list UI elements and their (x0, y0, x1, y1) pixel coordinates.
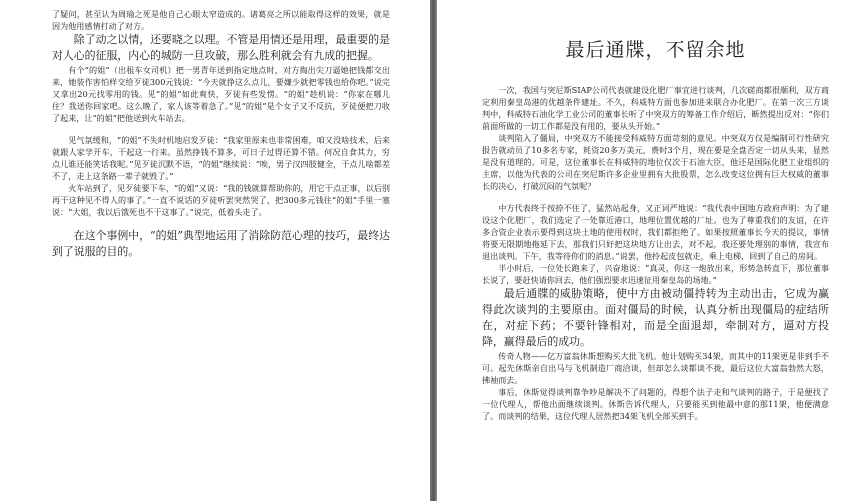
right-paragraph-3: 中方代表终于按捺不住了，猛然站起身，又正词严地说：“我代表中国地方政府声明：为了建设这个化肥厂，我们选定了一处靠近港口，地理位置优越的厂址。也为了尊重我们的友谊，在许多合资企业表示要得到这块土地的使用权时，我们都拒绝了。如果按照董事长今天的提议，事情将要无限期地拖延下去，那我们只好把这块地方让出去，对不起，我还要处理别的事情，我宣布退出谈判。下午，我等待你们的消息。”说罢，他拎起皮包就走，乘上电梯，回到了自己的房间。 (482, 203, 829, 261)
left-page (0, 0, 430, 501)
right-page (437, 0, 867, 501)
right-paragraph-4: 半小时后，一位处长跑来了，兴奋地说：“真灵，你这一炮放出来，形势急转直下，那位董事长说了，要赶快请你回去，他们强烈要求迅速征用秦皇岛的场地。” (482, 263, 829, 285)
right-paragraph-6: 传奇人物——亿万富翁休斯想购买大批飞机。他计划购买34架，而其中的11架更是非到手不可。起先休斯亲自出马与飞机制造厂商洽谈，但却怎么谈都谈不拢，最后这位大富翁勃然大怒，拂袖而去。 (482, 351, 829, 385)
left-paragraph-3: 有个“的姐”（出租车女司机）把一男青年送到指定地点时，对方掏出尖刀逼她把钱都交出来，她装作害怕样交给歹徒300元钱说：“今天就挣这么点儿，要嫌少就把零钱也给你吧。”说完又拿出20元找零用的钱。见“的姐”如此爽快，歹徒有些发愣。“的姐”趁机说：“你家在哪儿住？我送你回家吧。这么晚了，家人该等着急了。”见“的姐”是个女子又不反抗，歹徒便把刀收了起来，让“的姐”把他送到火车站去。 (52, 65, 390, 123)
section-title: 最后通牒，不留余地 (565, 39, 746, 61)
left-paragraph-4: 见气氛缓和，“的姐”不失时机地启发歹徒：“我家里原来也非常困难，咱又没啥技术，后来就跟人家学开车，干起这一行来。虽然挣钱不算多，可日子过得还算不错。何况自食其力，穷点儿谁还能笑话我呢。”见歹徒沉默不语，“的姐”继续说：“唉，男子汉四肢健全，干点儿啥都差不了，走上这条路一辈子就毁了。” (52, 135, 390, 181)
right-paragraph-2: 谈判陷入了僵局，中突双方不能接受科威特方面苛刻的意见。中突双方仅是编制可行性研究报告就动员了10多名专家，耗资20多万美元，费时3个月，现在要是全盘否定一切从头来，显然是没有道理的。可是，这位董事长在科威特的地位仅次于石油大臣，他还是国际化肥工业组织的主席，以他为代表的公司在突尼斯许多企业里拥有大批股票，怎么改变这位拥有巨大权威的董事长的决心，打破沉闷的气氛呢？ (482, 133, 829, 191)
right-paragraph-5: 最后通牒的威胁策略，使中方由被动僵持转为主动出击，它成为赢得此次谈判的主要原由。面对僵局的时候，认真分析出现僵局的症结所在，对症下药；不要针锋相对，而是全面退却，牵制对方，逼对方投降，赢得最后的成功。 (482, 287, 829, 348)
right-paragraph-7: 事后，休斯觉得谈判靠争吵是解决不了问题的，得想个法子走和气谈判的路子，于是便找了一位代理人，帮他出面继续谈判。休斯告诉代理人，只要能买到他最中意的那11架，他便满意了。而谈判的结果，这位代理人居然把34架飞机全部买到手。 (482, 387, 829, 421)
left-paragraph-6: 在这个事例中，“的姐”典型地运用了消除防范心理的技巧，最终达到了说服的目的。 (52, 229, 390, 258)
left-paragraph-5: 火车站到了，见歹徒要下车，“的姐”又说：“我的钱就算帮助你的，用它干点正事，以后别再干这种见不得人的事了。”一直不说话的歹徒听罢突然哭了，把300多元钱往“的姐”手里一塞说：“大姐，我以后饿死也不干这事了。”说完，低着头走了。 (52, 183, 390, 217)
page-gutter (430, 0, 437, 501)
left-paragraph-1: 了疑问，甚至认为周瑜之死是他自己心眼太窄造成的。诸葛亮之所以能取得这样的效果，就是因为他用感情打动了对方。 (52, 9, 390, 31)
left-paragraph-2: 除了动之以情，还要晓之以理。不管是用情还是用理，最重要的是对人心的征服，内心的城防一旦攻破，那么胜利就会有九成的把握。 (52, 33, 390, 62)
right-paragraph-1: 一次，我国与突尼斯SIAP公司代表就建设化肥厂事宜进行谈判，几次磋商都很顺利，双方商定利用秦皇岛港的优越条件建址。不久，科威特方面也参加进来联合办化肥厂。在第一次三方谈判中，科威特石油化学工业公司的董事长听了中突双方的筹备工作介绍后，断然提出反对：“你们前面所做的一切工作都是没有用的，要从头开始。” (482, 85, 829, 131)
